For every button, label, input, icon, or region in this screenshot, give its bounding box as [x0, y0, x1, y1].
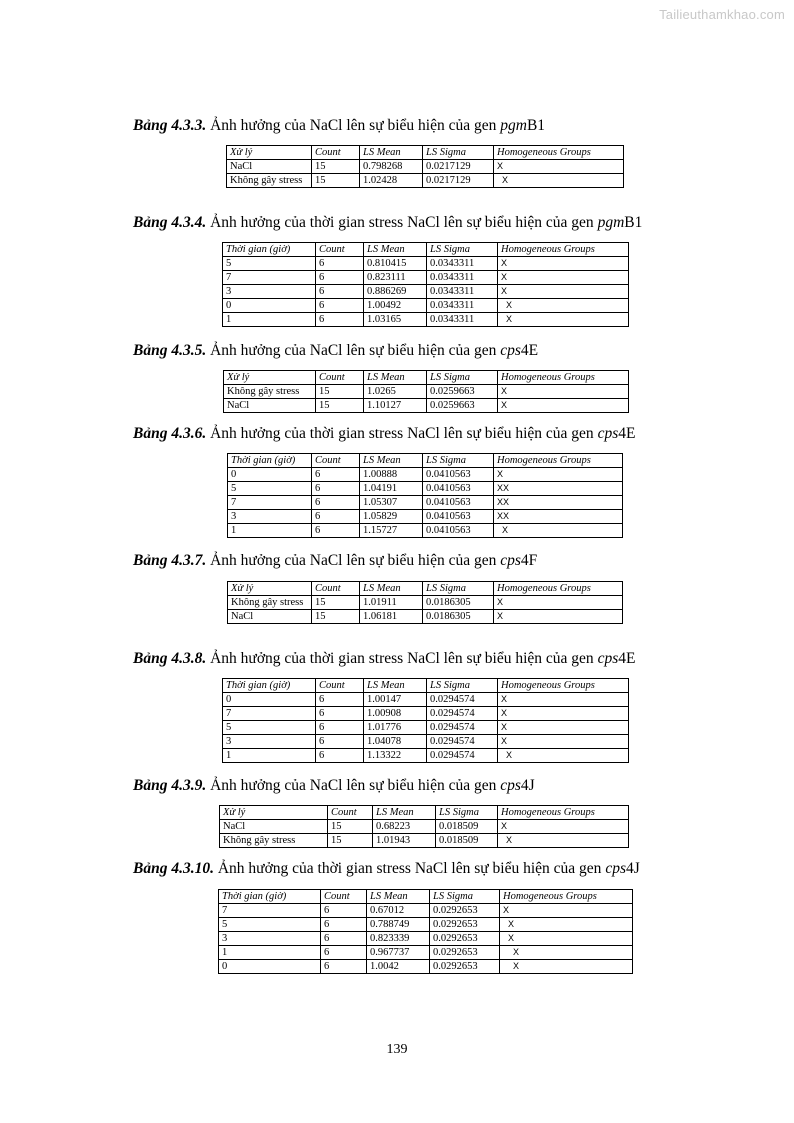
table-cell: 1.01776 [364, 721, 427, 735]
caption-text: Ảnh hưởng của thời gian stress NaCl lên sự biểu hiện của gen [206, 214, 598, 231]
table-header-row [228, 454, 623, 468]
table-cell: 6 [316, 707, 364, 721]
table-cell: 1 [223, 313, 316, 327]
column-header: Homogeneous Groups [498, 679, 629, 693]
table-cell: 0 [228, 468, 312, 482]
gene-italic: cps [605, 860, 626, 877]
table-cell: 0.0292653 [430, 918, 500, 932]
group-cell: XX [494, 510, 623, 524]
table-cell: 1 [228, 524, 312, 538]
table-cell: 0.0343311 [427, 299, 498, 313]
column-header: Count [328, 806, 373, 820]
column-header: Homogeneous Groups [494, 146, 624, 160]
table-cell: 6 [321, 918, 367, 932]
column-header: Xử lý [228, 582, 312, 596]
caption-4-3-5 [133, 342, 538, 360]
column-header: Homogeneous Groups [494, 582, 623, 596]
table-cell: 1.00147 [364, 693, 427, 707]
gene-italic: cps [500, 777, 521, 794]
table-header-row [227, 146, 624, 160]
column-header: Homogeneous Groups [498, 243, 629, 257]
table-cell: 1.00908 [364, 707, 427, 721]
table-cell: 6 [316, 299, 364, 313]
column-header: Count [316, 371, 364, 385]
table-cell: 0.67012 [367, 904, 430, 918]
group-cell: X [498, 749, 629, 763]
table-cell: Không gây stress [224, 385, 316, 399]
table-row [228, 524, 623, 538]
group-cell: X [500, 904, 633, 918]
caption-label: Bảng 4.3.5. [133, 342, 207, 359]
stats-table-4-3-5 [223, 370, 629, 413]
table-cell: 6 [321, 932, 367, 946]
column-header: LS Mean [364, 371, 427, 385]
table-row [228, 610, 623, 624]
column-header: Thời gian (giờ) [219, 890, 321, 904]
table-cell: 6 [316, 749, 364, 763]
column-header: Thời gian (giờ) [228, 454, 312, 468]
table-cell: 6 [312, 482, 360, 496]
group-cell: XX [494, 482, 623, 496]
group-cell: X [500, 946, 633, 960]
caption-label: Bảng 4.3.7. [133, 552, 207, 569]
table-cell: 1.0265 [364, 385, 427, 399]
table-cell: NaCl [227, 160, 312, 174]
table-cell: 6 [316, 313, 364, 327]
caption-text: Ảnh hưởng của NaCl lên sự biểu hiện của gen [206, 777, 501, 794]
caption-4-3-4 [133, 214, 642, 232]
gene-italic: cps [597, 425, 619, 442]
table-cell: Không gây stress [220, 834, 328, 848]
table-cell: 1.06181 [360, 610, 423, 624]
table-cell: 0.68223 [373, 820, 436, 834]
caption-label: Bảng 4.3.3. [133, 117, 207, 134]
table-cell: 0.018509 [436, 834, 498, 848]
gene-suffix: 4E [618, 650, 636, 667]
table-row [228, 510, 623, 524]
caption-label: Bảng 4.3.6. [133, 425, 207, 442]
group-cell: X [498, 707, 629, 721]
table-cell: 0.0410563 [423, 482, 494, 496]
table-cell: 6 [321, 904, 367, 918]
column-header: Count [316, 243, 364, 257]
column-header: LS Mean [373, 806, 436, 820]
table-cell: NaCl [228, 610, 312, 624]
column-header: LS Sigma [427, 243, 498, 257]
table-cell: 0.0410563 [423, 524, 494, 538]
group-cell: X [500, 960, 633, 974]
table-header-row [228, 582, 623, 596]
table-cell: 15 [316, 399, 364, 413]
group-cell: X [494, 174, 624, 188]
stats-table-4-3-3 [226, 145, 624, 188]
table-cell: 1.00492 [364, 299, 427, 313]
caption-label: Bảng 4.3.8. [133, 650, 207, 667]
table-cell: Không gây stress [228, 596, 312, 610]
column-header: LS Sigma [436, 806, 498, 820]
table-cell: 1.03165 [364, 313, 427, 327]
caption-4-3-6 [133, 425, 635, 443]
gene-suffix: 4E [520, 342, 539, 359]
caption-4-3-8 [133, 650, 635, 668]
stats-table-4-3-9 [219, 805, 629, 848]
table-cell: 6 [312, 524, 360, 538]
group-cell: X [498, 735, 629, 749]
table-cell: NaCl [220, 820, 328, 834]
table-cell: 7 [219, 904, 321, 918]
table-cell: 7 [223, 271, 316, 285]
column-header: Count [312, 582, 360, 596]
group-cell: X [494, 524, 623, 538]
table-row [223, 257, 629, 271]
table-cell: 0 [219, 960, 321, 974]
table-row [219, 946, 633, 960]
column-header: Homogeneous Groups [498, 806, 629, 820]
table-row [219, 904, 633, 918]
watermark: Tailieuthamkhao.com [659, 7, 785, 22]
table-row [223, 271, 629, 285]
column-header: Thời gian (giờ) [223, 679, 316, 693]
group-cell: X [498, 399, 629, 413]
group-cell: X [498, 834, 629, 848]
table-cell: 0.0343311 [427, 257, 498, 271]
table-cell: 1.13322 [364, 749, 427, 763]
table-cell: 6 [321, 960, 367, 974]
table-cell: 6 [312, 468, 360, 482]
column-header: Homogeneous Groups [500, 890, 633, 904]
column-header: Count [316, 679, 364, 693]
caption-text: Ảnh hưởng của thời gian stress NaCl lên sự biểu hiện của gen [206, 425, 598, 442]
table-cell: 0.0294574 [427, 749, 498, 763]
table-cell: 6 [321, 946, 367, 960]
caption-text: Ảnh hưởng của NaCl lên sự biểu hiện của gen [206, 342, 501, 359]
column-header: LS Mean [364, 679, 427, 693]
gene-italic: cps [597, 650, 619, 667]
table-cell: 15 [312, 174, 360, 188]
table-cell: 6 [316, 735, 364, 749]
caption-4-3-9 [133, 777, 535, 795]
table-row [223, 721, 629, 735]
table-cell: 3 [223, 285, 316, 299]
table-cell: 6 [316, 721, 364, 735]
stats-table-4-3-4 [222, 242, 629, 327]
table-cell: 0.0343311 [427, 313, 498, 327]
table-cell: 6 [312, 510, 360, 524]
stats-table-4-3-7 [227, 581, 623, 624]
group-cell: X [498, 385, 629, 399]
table-row [228, 496, 623, 510]
table-row [219, 932, 633, 946]
table-cell: 5 [223, 721, 316, 735]
table-cell: 0.0217129 [423, 160, 494, 174]
table-cell: 3 [228, 510, 312, 524]
table-cell: 1.00888 [360, 468, 423, 482]
group-cell: X [500, 918, 633, 932]
table-cell: 0.798268 [360, 160, 423, 174]
table-cell: 0.788749 [367, 918, 430, 932]
table-cell: 1.10127 [364, 399, 427, 413]
table-cell: Không gây stress [227, 174, 312, 188]
caption-text: Ảnh hưởng của thời gian stress NaCl lên sự biểu hiện của gen [213, 860, 606, 877]
table-cell: 6 [316, 271, 364, 285]
group-cell: X [498, 721, 629, 735]
table-cell: 1.01943 [373, 834, 436, 848]
table-row [219, 960, 633, 974]
table-cell: 15 [328, 834, 373, 848]
table-row [224, 385, 629, 399]
table-header-row [224, 371, 629, 385]
table-row [219, 918, 633, 932]
table-cell: 1.02428 [360, 174, 423, 188]
column-header: LS Sigma [423, 582, 494, 596]
table-cell: 1.15727 [360, 524, 423, 538]
table-cell: 0 [223, 693, 316, 707]
table-cell: 0.967737 [367, 946, 430, 960]
group-cell: X [498, 820, 629, 834]
column-header: LS Sigma [427, 371, 498, 385]
column-header: LS Sigma [430, 890, 500, 904]
column-header: LS Mean [360, 454, 423, 468]
table-cell: 0.0292653 [430, 932, 500, 946]
table-header-row [219, 890, 633, 904]
table-row [223, 299, 629, 313]
table-cell: 1.01911 [360, 596, 423, 610]
table-cell: 0.886269 [364, 285, 427, 299]
table-cell: 5 [228, 482, 312, 496]
table-row [223, 735, 629, 749]
stats-table-4-3-6 [227, 453, 623, 538]
group-cell: X [494, 160, 624, 174]
table-cell: 5 [219, 918, 321, 932]
table-cell: 0.823111 [364, 271, 427, 285]
caption-label: Bảng 4.3.9. [133, 777, 207, 794]
table-cell: 0.0294574 [427, 707, 498, 721]
caption-text: Ảnh hưởng của NaCl lên sự biểu hiện của gen [206, 552, 501, 569]
column-header: LS Sigma [427, 679, 498, 693]
table-row [220, 820, 629, 834]
table-cell: 1 [219, 946, 321, 960]
column-header: LS Mean [367, 890, 430, 904]
table-header-row [223, 679, 629, 693]
stats-table-4-3-8 [222, 678, 629, 763]
table-cell: 5 [223, 257, 316, 271]
table-cell: 0.0294574 [427, 721, 498, 735]
table-cell: 0 [223, 299, 316, 313]
caption-text: Ảnh hưởng của thời gian stress NaCl lên sự biểu hiện của gen [206, 650, 598, 667]
table-cell: 7 [223, 707, 316, 721]
column-header: Count [312, 146, 360, 160]
stats-table-4-3-10 [218, 889, 633, 974]
table-cell: 0.0410563 [423, 496, 494, 510]
table-cell: 0.0217129 [423, 174, 494, 188]
table-cell: 15 [312, 160, 360, 174]
column-header: Homogeneous Groups [494, 454, 623, 468]
group-cell: X [500, 932, 633, 946]
table-cell: 15 [328, 820, 373, 834]
table-cell: 0.0186305 [423, 596, 494, 610]
column-header: Xử lý [224, 371, 316, 385]
table-cell: 1 [223, 749, 316, 763]
caption-4-3-7 [133, 552, 537, 570]
table-cell: 0.0259663 [427, 399, 498, 413]
table-cell: 0.0410563 [423, 468, 494, 482]
column-header: Xử lý [227, 146, 312, 160]
column-header: Thời gian (giờ) [223, 243, 316, 257]
column-header: LS Sigma [423, 454, 494, 468]
caption-4-3-3 [133, 117, 545, 135]
table-cell: 0.0343311 [427, 285, 498, 299]
caption-text: Ảnh hưởng của NaCl lên sự biểu hiện của gen [206, 117, 501, 134]
table-row [223, 707, 629, 721]
table-cell: 0.823339 [367, 932, 430, 946]
table-cell: NaCl [224, 399, 316, 413]
table-cell: 1.04191 [360, 482, 423, 496]
column-header: Count [321, 890, 367, 904]
group-cell: X [498, 271, 629, 285]
table-cell: 0.0410563 [423, 510, 494, 524]
table-row [223, 693, 629, 707]
table-cell: 6 [312, 496, 360, 510]
column-header: LS Mean [360, 146, 423, 160]
table-cell: 6 [316, 285, 364, 299]
table-row [227, 160, 624, 174]
table-cell: 15 [312, 610, 360, 624]
group-cell: XX [494, 496, 623, 510]
gene-suffix: 4F [520, 552, 538, 569]
table-cell: 0.0259663 [427, 385, 498, 399]
caption-4-3-10 [133, 860, 640, 878]
table-row [227, 174, 624, 188]
gene-suffix: 4J [520, 777, 535, 794]
group-cell: X [494, 468, 623, 482]
table-row [224, 399, 629, 413]
table-cell: 7 [228, 496, 312, 510]
table-cell: 0.018509 [436, 820, 498, 834]
caption-label: Bảng 4.3.4. [133, 214, 207, 231]
gene-italic: cps [500, 342, 521, 359]
table-row [228, 482, 623, 496]
group-cell: X [494, 610, 623, 624]
table-row [220, 834, 629, 848]
column-header: Xử lý [220, 806, 328, 820]
column-header: LS Mean [360, 582, 423, 596]
column-header: Homogeneous Groups [498, 371, 629, 385]
gene-suffix: 4J [625, 860, 640, 877]
table-cell: 1.04078 [364, 735, 427, 749]
group-cell: X [498, 285, 629, 299]
table-cell: 0.0294574 [427, 693, 498, 707]
column-header: LS Sigma [423, 146, 494, 160]
table-row [223, 313, 629, 327]
table-row [228, 468, 623, 482]
gene-suffix: 4E [618, 425, 636, 442]
table-row [228, 596, 623, 610]
table-cell: 15 [316, 385, 364, 399]
column-header: LS Mean [364, 243, 427, 257]
table-cell: 0.0186305 [423, 610, 494, 624]
table-cell: 3 [219, 932, 321, 946]
table-cell: 15 [312, 596, 360, 610]
table-cell: 0.810415 [364, 257, 427, 271]
table-cell: 0.0292653 [430, 960, 500, 974]
table-row [223, 285, 629, 299]
table-cell: 1.05307 [360, 496, 423, 510]
gene-italic: cps [500, 552, 521, 569]
gene-suffix: B1 [526, 117, 546, 134]
group-cell: X [494, 596, 623, 610]
column-header: Count [312, 454, 360, 468]
table-cell: 1.0042 [367, 960, 430, 974]
page-number: 139 [386, 1042, 408, 1057]
table-header-row [220, 806, 629, 820]
gene-suffix: B1 [624, 214, 643, 231]
caption-label: Bảng 4.3.10. [133, 860, 214, 877]
gene-italic: pgm [500, 117, 527, 134]
table-cell: 0.0294574 [427, 735, 498, 749]
gene-italic: pgm [597, 214, 625, 231]
table-cell: 6 [316, 257, 364, 271]
group-cell: X [498, 313, 629, 327]
table-cell: 0.0343311 [427, 271, 498, 285]
table-row [223, 749, 629, 763]
group-cell: X [498, 299, 629, 313]
table-cell: 3 [223, 735, 316, 749]
group-cell: X [498, 693, 629, 707]
table-cell: 0.0292653 [430, 946, 500, 960]
table-cell: 0.0292653 [430, 904, 500, 918]
table-header-row [223, 243, 629, 257]
table-cell: 1.05829 [360, 510, 423, 524]
table-cell: 6 [316, 693, 364, 707]
group-cell: X [498, 257, 629, 271]
